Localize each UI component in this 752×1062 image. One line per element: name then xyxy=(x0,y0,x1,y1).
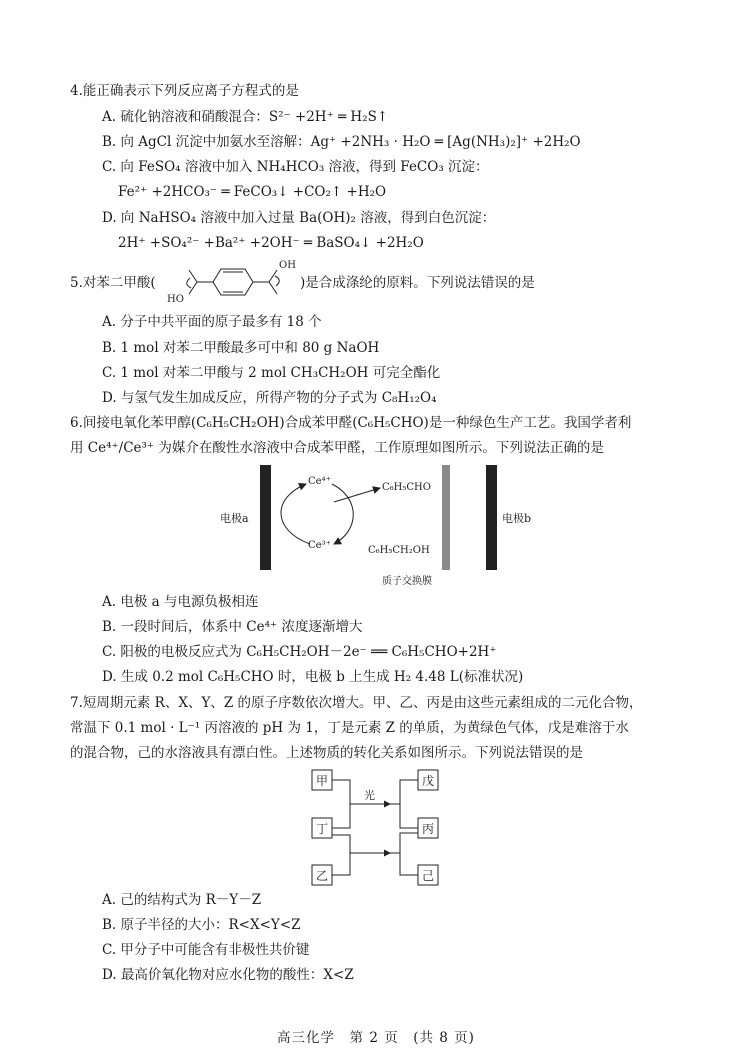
electrode-a-label: 电极a xyxy=(220,512,249,525)
box-ding-label: 丁 xyxy=(316,822,329,836)
electrode-b-label: 电极b xyxy=(502,512,532,525)
box-yi-label: 乙 xyxy=(316,869,329,883)
q4-option-b: B. 向 AgCl 沉淀中加氨水至溶解：Ag⁺ +2NH₃ · H₂O ═ [Ag(NH₃)₂]⁺ +2H₂O xyxy=(102,134,581,150)
electrode-b xyxy=(486,465,497,570)
q6-option-c: C. 阳极的电极反应式为 C₆H₅CH₂OH－2e⁻ ══ C₆H₅CHO+2H⁺ xyxy=(102,644,497,660)
ce4-label: Ce⁴⁺ xyxy=(308,476,331,487)
q4-option-c: C. 向 FeSO₄ 溶液中加入 NH₄HCO₃ 溶液，得到 FeCO₃ 沉淀： xyxy=(102,159,489,175)
light-label: 光 xyxy=(364,789,375,802)
membrane-label: 质子交换膜 xyxy=(382,576,432,587)
q7-option-a: A. 己的结构式为 R－Y－Z xyxy=(102,892,262,908)
q4-stem: 4.能正确表示下列反应离子方程式的是 xyxy=(70,83,299,99)
q5-stem-start: 5.对苯二甲酸( xyxy=(70,275,156,291)
q7-stem-line3: 的混合物，己的水溶液具有漂白性。上述物质的转化关系如图所示。下列说法错误的是 xyxy=(70,745,583,761)
conversion-diagram xyxy=(300,765,460,890)
struct-oh-label: OH xyxy=(279,260,296,271)
q5-stem-end: )是合成涤纶的原料。下列说法错误的是 xyxy=(300,275,535,291)
q6-option-a: A. 电极 a 与电源负极相连 xyxy=(102,594,259,610)
q4-option-c-equation: Fe²⁺ +2HCO₃⁻ ═ FeCO₃↓ +CO₂↑ +H₂O xyxy=(118,184,387,200)
box-bing-label: 丙 xyxy=(422,822,435,836)
product-label: C₆H₅CHO xyxy=(382,482,431,493)
q4-option-d: D. 向 NaHSO₄ 溶液中加入过量 Ba(OH)₂ 溶液，得到白色沉淀： xyxy=(102,210,496,226)
q5-option-c: C. 1 mol 对苯二甲酸与 2 mol CH₃CH₂OH 可完全酯化 xyxy=(102,365,441,381)
q5-option-d: D. 与氢气发生加成反应，所得产物的分子式为 C₈H₁₂O₄ xyxy=(102,390,437,406)
q7-stem-line1: 7.短周期元素 R、X、Y、Z 的原子序数依次增大。甲、乙、丙是由这些元素组成的二元化合物， xyxy=(70,695,643,711)
struct-ho-label: HO xyxy=(167,294,184,305)
box-wu-label: 戊 xyxy=(422,774,435,788)
q7-stem-line2: 常温下 0.1 mol · L⁻¹ 丙溶液的 pH 为 1，丁是元素 Z 的单质，为黄绿色气体，戊是难溶于水 xyxy=(70,720,629,736)
q7-option-d: D. 最高价氧化物对应水化物的酸性：X<Z xyxy=(102,967,354,983)
page-footer: 高三化学 第 2 页 (共 8 页) xyxy=(277,1030,475,1046)
box-jia-label: 甲 xyxy=(316,774,329,788)
ce3-label: Ce³⁺ xyxy=(308,540,331,551)
proton-exchange-membrane xyxy=(442,465,450,570)
q6-stem-line1: 6.间接电氧化苯甲醇(C₆H₅CH₂OH)合成苯甲醛(C₆H₅CHO)是一种绿色生产工艺。我国学者利 xyxy=(70,415,632,431)
q7-option-c: C. 甲分子中可能含有非极性共价键 xyxy=(102,942,310,958)
terephthalic-acid-structure xyxy=(163,258,303,306)
q5-option-a: A. 分子中共平面的原子最多有 18 个 xyxy=(102,314,322,330)
reactant-label: C₆H₅CH₂OH xyxy=(368,545,430,556)
box-ji-label: 己 xyxy=(422,869,435,883)
q7-option-b: B. 原子半径的大小：R<X<Y<Z xyxy=(102,917,301,933)
q5-option-b: B. 1 mol 对苯二甲酸最多可中和 80 g NaOH xyxy=(102,340,380,356)
q6-option-d: D. 生成 0.2 mol C₆H₅CHO 时，电极 b 上生成 H₂ 4.48 L(标准状况) xyxy=(102,669,524,685)
q6-option-b: B. 一段时间后，体系中 Ce⁴⁺ 浓度逐渐增大 xyxy=(102,619,363,635)
electrode-a xyxy=(260,465,271,570)
q4-option-d-equation: 2H⁺ +SO₄²⁻ +Ba²⁺ +2OH⁻ ═ BaSO₄↓ +2H₂O xyxy=(118,235,424,251)
q4-option-a: A. 硫化钠溶液和硝酸混合：S²⁻ +2H⁺ ═ H₂S↑ xyxy=(102,109,389,125)
electrolysis-diagram xyxy=(210,460,550,590)
q6-stem-line2: 用 Ce⁴⁺/Ce³⁺ 为媒介在酸性水溶液中合成苯甲醛，工作原理如图所示。下列说法正确的是 xyxy=(70,440,604,456)
